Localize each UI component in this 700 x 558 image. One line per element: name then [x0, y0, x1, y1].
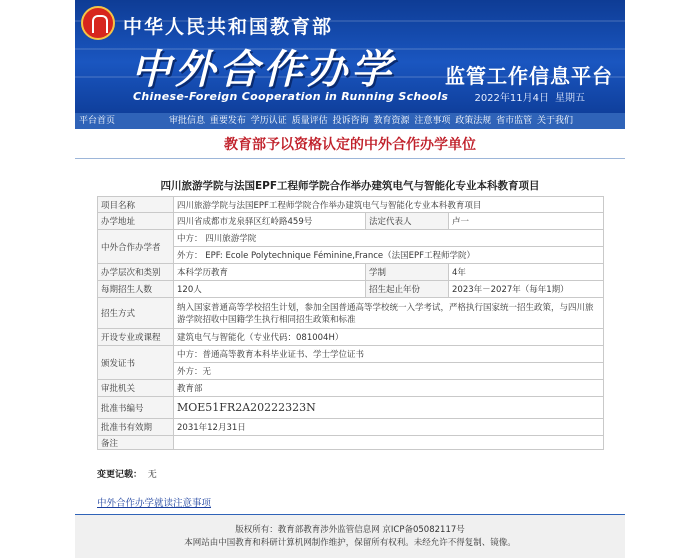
table-row: [98, 298, 604, 329]
table-row: [98, 436, 604, 450]
platform-name: 监管工作信息平台: [445, 64, 613, 88]
validity-value: 2031年12月31日: [174, 419, 604, 436]
change-record-label: 变更记载：: [97, 470, 143, 480]
table-row: [98, 230, 604, 247]
table-row: [98, 397, 604, 419]
nav-link-releases[interactable]: 重要发布: [209, 116, 246, 126]
address-value: 四川省成都市龙泉驿区红岭路459号: [174, 213, 366, 230]
cert-cn: 中方：普通高等教育本科毕业证书、学士学位证书: [174, 346, 604, 363]
partner-foreign: 外方： EPF: Ecole Polytechnique Féminine,France（法国EPF工程师学院）: [174, 247, 604, 264]
duration-value: 4年: [449, 264, 604, 281]
level-value: 本科学历教育: [174, 264, 366, 281]
divider: [75, 158, 625, 159]
method-label: 招生方式: [98, 298, 174, 329]
nav-link-resources[interactable]: 教育资源: [373, 116, 410, 126]
enroll-label: 每期招生人数: [98, 281, 174, 298]
nav-link-notices[interactable]: 注意事项: [414, 116, 451, 126]
nav-link-complaints[interactable]: 投诉咨询: [332, 116, 369, 126]
enroll-value: 120人: [174, 281, 366, 298]
table-row: [98, 419, 604, 436]
approval-no-value: MOE51FR2A20222323N: [174, 397, 604, 419]
legal-rep-label: 法定代表人: [366, 213, 449, 230]
ministry-emblem-icon: [81, 6, 115, 40]
project-title: 四川旅游学院与法国EPF工程师学院合作举办建筑电气与智能化专业本科教育项目: [160, 180, 540, 192]
current-date: 2022年11月4日 星期五: [474, 93, 585, 104]
name-label: 项目名称: [98, 197, 174, 213]
nav-link-degree-cert[interactable]: 学历认证: [250, 116, 287, 126]
nav-link-quality[interactable]: 质量评估: [291, 116, 328, 126]
nav-home-link[interactable]: 平台首页: [79, 116, 116, 126]
duration-label: 学制: [366, 264, 449, 281]
table-row: [98, 346, 604, 363]
site-title: 中外合作办学: [131, 46, 395, 93]
level-label: 办学层次和类别: [98, 264, 174, 281]
validity-label: 批准书有效期: [98, 419, 174, 436]
project-info-table: [97, 196, 604, 450]
nav-link-about[interactable]: 关于我们: [537, 116, 574, 126]
copyright-text: 版权所有：教育部教育涉外监管信息网 京ICP备05082117号: [235, 525, 465, 535]
table-row: [98, 329, 604, 346]
major-label: 开设专业或课程: [98, 329, 174, 346]
enrollment-notice-link[interactable]: 中外合作办学就读注意事项: [97, 498, 212, 509]
authority-value: 教育部: [174, 380, 604, 397]
address-label: 办学地址: [98, 213, 174, 230]
table-row: [98, 247, 604, 264]
site-banner: [75, 0, 625, 113]
approval-no-label: 批准书编号: [98, 397, 174, 419]
nav-link-provincial[interactable]: 省市监管: [496, 116, 533, 126]
years-value: 2023年－2027年（每年1期）: [449, 281, 604, 298]
change-record-value: 无: [147, 470, 157, 480]
site-title-english: Chinese-Foreign Cooperation in Running Schools: [133, 90, 449, 103]
nav-link-policy[interactable]: 政策法规: [455, 116, 492, 126]
maintainer-text: 本网站由中国教育和科研计算机网制作维护，保留所有权利。未经允许不得复制、镜像。: [184, 538, 516, 548]
section-heading: 教育部予以资格认定的中外合作办学单位: [224, 137, 476, 153]
legal-rep-value: 卢一: [449, 213, 604, 230]
main-nav: [75, 113, 625, 129]
nav-link-approval[interactable]: 审批信息: [169, 116, 206, 126]
table-row: [98, 264, 604, 281]
cert-label: 颁发证书: [98, 346, 174, 380]
ministry-name: 中华人民共和国教育部: [123, 16, 334, 38]
method-value: 纳入国家普通高等学校招生计划，参加全国普通高等学校统一入学考试，严格执行国家统一招生政策，与四川旅游学院招收中国籍学生执行相同招生政策和标准: [174, 298, 604, 329]
table-row: [98, 281, 604, 298]
table-row: [98, 363, 604, 380]
footer: [75, 514, 625, 558]
table-row: [98, 213, 604, 230]
partners-label: 中外合作办学者: [98, 230, 174, 264]
remark-value: [174, 436, 604, 450]
name-value: 四川旅游学院与法国EPF工程师学院合作举办建筑电气与智能化专业本科教育项目: [174, 197, 604, 213]
change-record: [97, 467, 157, 480]
cert-foreign: 外方：无: [174, 363, 604, 380]
major-value: 建筑电气与智能化（专业代码：081004H）: [174, 329, 604, 346]
partner-cn: 中方： 四川旅游学院: [174, 230, 604, 247]
remark-label: 备注: [98, 436, 174, 450]
table-row: [98, 380, 604, 397]
authority-label: 审批机关: [98, 380, 174, 397]
years-label: 招生起止年份: [366, 281, 449, 298]
table-row: [98, 197, 604, 213]
